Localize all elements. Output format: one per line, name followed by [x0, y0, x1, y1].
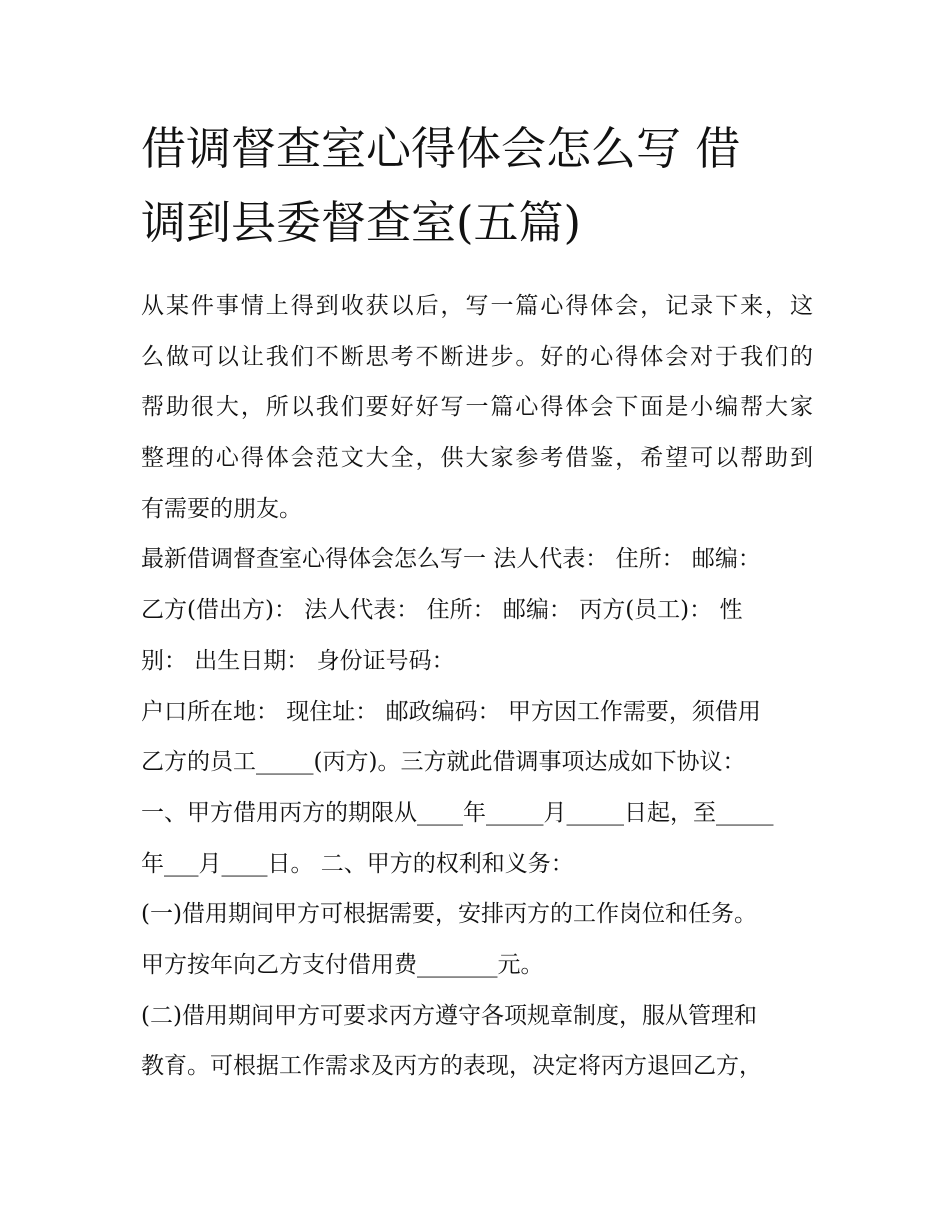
- body-line: 教育。可根据工作需求及丙方的表现，决定将丙方退回乙方，: [141, 1053, 762, 1080]
- body-line: 从某件事情上得到收获以后，写一篇心得体会，记录下来，这: [141, 293, 813, 319]
- body-line: 年___月____日。 二、甲方的权利和义务：: [141, 850, 574, 877]
- body-line: 一、甲方借用丙方的期限从____年_____月_____日起，至_____: [141, 799, 774, 826]
- body-line: 最新借调督查室心得体会怎么写一 法人代表： 住所： 邮编：: [141, 546, 761, 573]
- body-line: 别： 出生日期： 身份证号码：: [141, 647, 455, 674]
- title-line: 借调督查室心得体会怎么写 借: [141, 122, 741, 175]
- body-line: 整理的心得体会范文大全，供大家参考借鉴，希望可以帮助到: [141, 445, 813, 472]
- title-line: 调到县委督查室(五篇): [141, 196, 582, 249]
- body-line: 乙方的员工_____(丙方)。三方就此借调事项达成如下协议：: [141, 749, 746, 776]
- body-line: 有需要的朋友。: [141, 495, 302, 522]
- body-line: 帮助很大，所以我们要好好写一篇心得体会下面是小编帮大家: [141, 394, 813, 421]
- document-body: [141, 281, 813, 1092]
- body-line: 乙方(借出方)： 法人代表： 住所： 邮编： 丙方(员工)： 性: [141, 597, 743, 624]
- body-line: (二)借用期间甲方可要求丙方遵守各项规章制度，服从管理和: [141, 1002, 757, 1029]
- document-title: [141, 112, 821, 260]
- body-line: (一)借用期间甲方可根据需要，安排丙方的工作岗位和任务。: [141, 901, 757, 928]
- body-line: 甲方按年向乙方支付借用费_______元。: [141, 951, 544, 978]
- body-line: 么做可以让我们不断思考不断进步。好的心得体会对于我们的: [141, 343, 813, 370]
- body-line: 户口所在地： 现住址： 邮政编码： 甲方因工作需要，须借用: [141, 698, 761, 725]
